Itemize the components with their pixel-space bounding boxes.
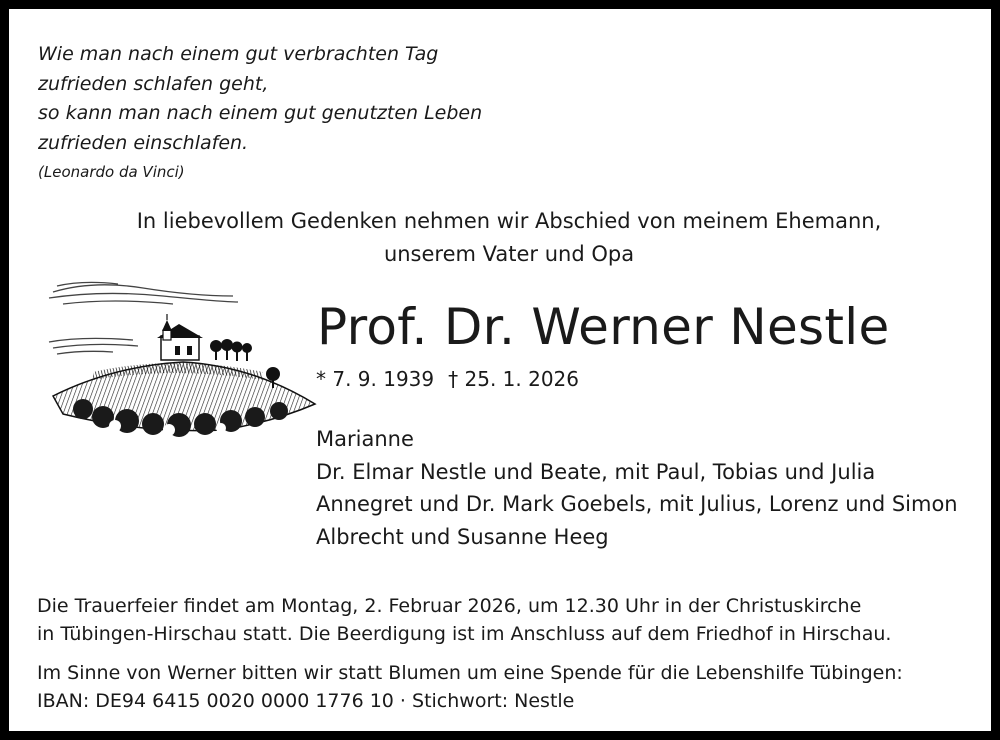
funeral-line: Die Trauerfeier findet am Montag, 2. Februar 2026, um 12.30 Uhr in der Christuskirche bbox=[37, 595, 862, 617]
family-member: Marianne bbox=[316, 427, 414, 451]
quote-line: so kann man nach einem gut genutzten Leben bbox=[38, 102, 483, 124]
funeral-line: in Tübingen-Hirschau statt. Die Beerdigung ist im Anschluss auf dem Friedhof in Hirschau. bbox=[37, 623, 892, 645]
birth-date: * 7. 9. 1939 bbox=[316, 367, 435, 391]
donation-notice bbox=[37, 659, 903, 715]
family-member: Albrecht und Susanne Heeg bbox=[316, 524, 609, 549]
chapel-shape bbox=[157, 314, 203, 360]
hill-chapel-illustration-icon bbox=[23, 254, 323, 459]
funeral-notice bbox=[37, 592, 891, 648]
family-member: Annegret und Dr. Mark Goebels, mit Julius, Lorenz und Simon bbox=[316, 492, 958, 516]
cloud-shape bbox=[49, 282, 238, 304]
intro-line: unserem Vater und Opa bbox=[383, 242, 635, 266]
family-member: Dr. Elmar Nestle und Beate, mit Paul, Tobias und Julia bbox=[316, 459, 876, 484]
intro-line: In liebevollem Gedenken nehmen wir Abschied von meinem Ehemann, bbox=[136, 209, 882, 233]
cloud-shape bbox=[49, 338, 138, 354]
donation-iban: IBAN: DE94 6415 0020 0000 1776 10 · Stichwort: Nestle bbox=[37, 690, 575, 712]
quote-author: (Leonardo da Vinci) bbox=[38, 163, 185, 181]
death-date: † 25. 1. 2026 bbox=[448, 367, 579, 391]
quote-line: zufrieden schlafen geht, bbox=[38, 72, 269, 95]
life-dates bbox=[316, 365, 579, 393]
donation-line: Im Sinne von Werner bitten wir statt Blumen um eine Spende für die Lebenshilfe Tübingen: bbox=[37, 662, 903, 684]
deceased-name: Prof. Dr. Werner Nestle bbox=[317, 298, 890, 356]
quote-line: zufrieden einschlafen. bbox=[38, 131, 249, 154]
quote-block bbox=[38, 40, 482, 184]
obituary-card bbox=[9, 9, 991, 731]
quote-line: Wie man nach einem gut verbrachten Tag bbox=[38, 43, 439, 65]
family-list bbox=[316, 423, 958, 553]
